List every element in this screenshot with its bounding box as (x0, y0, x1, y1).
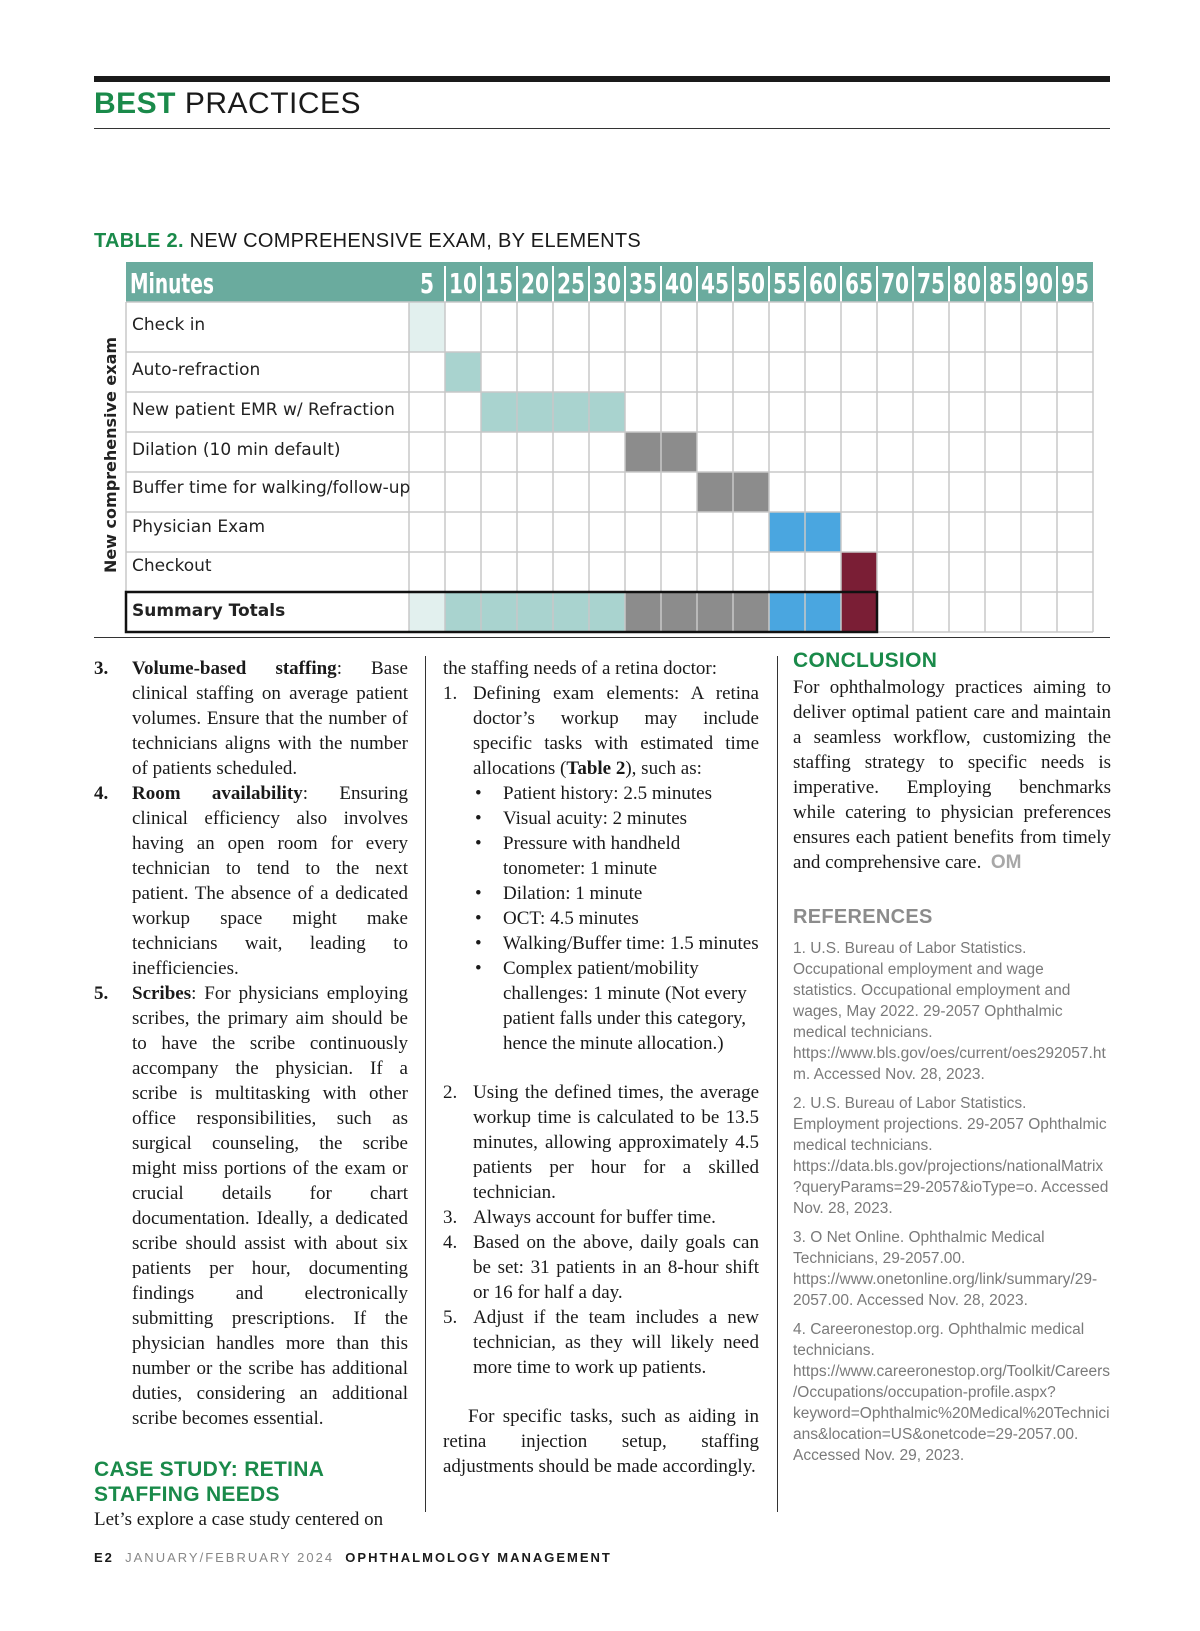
minute-tick-label: 55 (773, 267, 801, 300)
bullet-text: Visual acuity: 2 minutes (503, 808, 688, 829)
list-item-number: 1. (443, 683, 458, 704)
bullet-text: Pressure with handheld tonometer: 1 minute (503, 833, 681, 879)
column-2 (443, 656, 759, 1479)
minute-tick-label: 80 (953, 267, 981, 300)
list-item-text: : For physicians employing scribes, the primary aim should be to have the scribe continuously accompany the physician. If a scribe is multitasking with other office responsibilities, such as surgical counseling, the scribe might miss portions of the exam or crucial details for chart documentation. Ideally, a dedicated scribe should assist with about six patients per hour, documenting findings and electronically submitting prescriptions. If the physician handles more than this number or the scribe has additional duties, considering an additional scribe becomes essential. (132, 983, 408, 1429)
retina-steps-continued (443, 1080, 759, 1380)
bullet-text: Dilation: 1 minute (503, 883, 643, 904)
minute-tick-label: 85 (989, 267, 1017, 300)
minute-tick-label: 5 (420, 267, 434, 300)
time-bar (841, 552, 877, 592)
bullet-text: Walking/Buffer time: 1.5 minutes (503, 933, 759, 954)
minute-tick-label: 65 (845, 267, 873, 300)
list-item (443, 1305, 759, 1380)
row-label: Checkout (132, 556, 212, 576)
summary-totals-label: Summary Totals (132, 601, 286, 621)
list-item-title: Scribes (132, 983, 192, 1004)
section-header-bold: BEST (94, 87, 177, 120)
bullet-icon: • (475, 883, 482, 904)
conclusion-text (793, 675, 1111, 875)
bullet-item (473, 831, 759, 881)
minute-tick-label: 45 (701, 267, 729, 300)
row-label: New patient EMR w/ Refraction (132, 400, 395, 420)
list-item-text: : Ensuring clinical efficiency also involves having an open room for every technician to tend to the next patient. The absence of a dedicated workup space might make technicians wait, leading to inefficiencies. (132, 783, 409, 979)
minute-tick-label: 25 (557, 267, 585, 300)
time-allocation-list (473, 781, 759, 1056)
staffing-list (94, 656, 408, 1431)
bullet-item (473, 881, 759, 906)
list-item-number: 4. (94, 783, 109, 804)
section-header-light: PRACTICES (184, 87, 362, 120)
minute-tick-label: 50 (737, 267, 765, 300)
list-item-number: 4. (443, 1232, 458, 1253)
bullet-item (473, 806, 759, 831)
om-end-mark: OM (990, 852, 1022, 873)
minute-tick-label: 20 (521, 267, 549, 300)
case-study-heading-line-1: CASE STUDY: RETINA (94, 1458, 325, 1481)
summary-bar (445, 592, 625, 632)
minute-tick-label: 75 (917, 267, 945, 300)
bullet-icon: • (475, 833, 482, 854)
table-title-text: NEW COMPREHENSIVE EXAM, BY ELEMENTS (189, 230, 642, 252)
bullet-icon: • (475, 908, 482, 929)
reference-item: 2. U.S. Bureau of Labor Statistics. Employment projections. 29-2057 Ophthalmic medical technicians. https://data.bls.gov/projections/nationalMatrix?queryParams=29-2057&ioType=o. Accessed Nov. 28, 2023. (793, 1095, 1109, 1217)
minute-tick-label: 10 (449, 267, 477, 300)
column-divider-1 (425, 656, 426, 1512)
column-divider-2 (777, 656, 778, 1512)
bullet-icon: • (475, 933, 482, 954)
minute-tick-label: 15 (485, 267, 513, 300)
minute-tick-label: 95 (1061, 267, 1089, 300)
magazine-name: OPHTHALMOLOGY MANAGEMENT (345, 1550, 612, 1565)
case-study-heading (94, 1457, 408, 1507)
minute-tick-label: 90 (1025, 267, 1053, 300)
retina-steps (443, 681, 759, 1056)
minute-tick-label: 30 (593, 267, 621, 300)
case-study-text: Let’s explore a case study centered on (94, 1509, 384, 1530)
list-item-text: ), such as: (625, 758, 702, 779)
reference-item: 4. Careeronestop.org. Ophthalmic medical technicians. https://www.careeronestop.org/Toolkit/Careers/Occupations/occupation-profile.aspx?keyword=Ophthalmic%20Medical%20Technicians&location=US&onetcode=29-2057.00. Accessed Nov. 29, 2023. (793, 1321, 1111, 1464)
list-item (94, 781, 408, 981)
minute-tick-label: 40 (665, 267, 693, 300)
list-item-text: Adjust if the team includes a new technician, as they will likely need more time to work up patients. (473, 1307, 759, 1378)
col2-closing: For specific tasks, such as aiding in retina injection setup, staffing adjustments should be made accordingly. (443, 1406, 759, 1477)
references-list (793, 938, 1111, 1466)
minute-tick-label: 35 (629, 267, 657, 300)
col2-intro: the staffing needs of a retina doctor: (443, 658, 717, 679)
bullet-icon: • (475, 808, 482, 829)
row-label: Physician Exam (132, 517, 266, 537)
column-1 (94, 656, 408, 1532)
list-item (443, 1080, 759, 1205)
list-item-text: Based on the above, daily goals can be set: 31 patients in an 8-hour shift or 16 for half a day. (473, 1232, 759, 1303)
list-item (94, 656, 408, 781)
time-bar (445, 352, 481, 392)
list-item-number: 5. (443, 1307, 458, 1328)
side-axis-label: New comprehensive exam (101, 336, 120, 574)
case-study-heading-line-2: STAFFING NEEDS (94, 1483, 280, 1506)
footer (94, 1550, 612, 1565)
list-item-text: : Base clinical staffing on average patient volumes. Ensure that the number of technicians aligns with the number of patients scheduled. (132, 658, 408, 779)
conclusion-heading: CONCLUSION (793, 649, 938, 672)
list-item (443, 1230, 759, 1305)
summary-bar (841, 592, 877, 632)
reference-item: 3. O Net Online. Ophthalmic Medical Technicians, 29-2057.00. https://www.onetonline.org/link/summary/29-2057.00. Accessed Nov. 28, 2023. (793, 1229, 1098, 1309)
list-item-text: Defining exam elements: A retina doctor’s workup may include specific tasks with estimated time allocations ( (473, 683, 759, 779)
row-label: Buffer time for walking/follow-up (132, 478, 411, 498)
bullet-icon: • (475, 958, 482, 979)
bullet-item (473, 781, 759, 806)
list-item-number: 3. (443, 1207, 458, 1228)
bullet-text: Patient history: 2.5 minutes (503, 783, 712, 804)
bullet-item (473, 956, 759, 1056)
issue-date: JANUARY/FEBRUARY 2024 (125, 1550, 335, 1565)
table-bottom-rule (94, 637, 1110, 638)
minutes-header-label: Minutes (130, 267, 214, 300)
bullet-icon: • (475, 783, 482, 804)
row-label: Auto-refraction (132, 360, 261, 380)
list-item-title: Volume-based staffing (132, 658, 337, 679)
page-number: E2 (94, 1550, 114, 1565)
summary-bar (409, 592, 445, 632)
bullet-text: Complex patient/mobility challenges: 1 minute (Not every patient falls under this category, hence the minute allocation.) (503, 958, 747, 1054)
table-reference: Table 2 (566, 758, 626, 779)
bullet-text: OCT: 4.5 minutes (503, 908, 639, 929)
reference-item: 1. U.S. Bureau of Labor Statistics. Occupational employment and wage statistics. Occupational employment and wages, May 2022. 29-2057 Ophthalmic medical technicians. https://www.bls.gov/oes/current/oes292057.htm. Accessed Nov. 28, 2023. (793, 940, 1106, 1083)
conclusion-body: For ophthalmology practices aiming to deliver optimal patient care and maintain a seamless workflow, customizing the staffing strategy to specific needs is imperative. Employing benchmarks while catering to physician preferences ensures each patient benefits from timely and comprehensive care. (793, 677, 1111, 873)
list-item (443, 681, 759, 1056)
time-bar (409, 302, 445, 352)
bullet-item (473, 931, 759, 956)
list-item-number: 5. (94, 983, 109, 1004)
list-item-title: Room availability (132, 783, 303, 804)
list-item-text: Using the defined times, the average workup time is calculated to be 13.5 minutes, allowing approximately 4.5 patients per hour for a skilled technician. (473, 1082, 759, 1203)
bullet-item (473, 906, 759, 931)
column-3 (793, 649, 1111, 1474)
table-title-number: TABLE 2. (94, 230, 184, 252)
list-item-text: Always account for buffer time. (473, 1207, 716, 1228)
list-item (94, 981, 408, 1431)
minute-tick-label: 70 (881, 267, 909, 300)
minute-tick-label: 60 (809, 267, 837, 300)
row-label: Dilation (10 min default) (132, 440, 341, 460)
references-heading: REFERENCES (793, 906, 933, 928)
list-item (443, 1205, 759, 1230)
row-label: Check in (132, 315, 206, 335)
list-item-number: 2. (443, 1082, 458, 1103)
list-item-number: 3. (94, 658, 109, 679)
gantt-table (0, 0, 1200, 640)
